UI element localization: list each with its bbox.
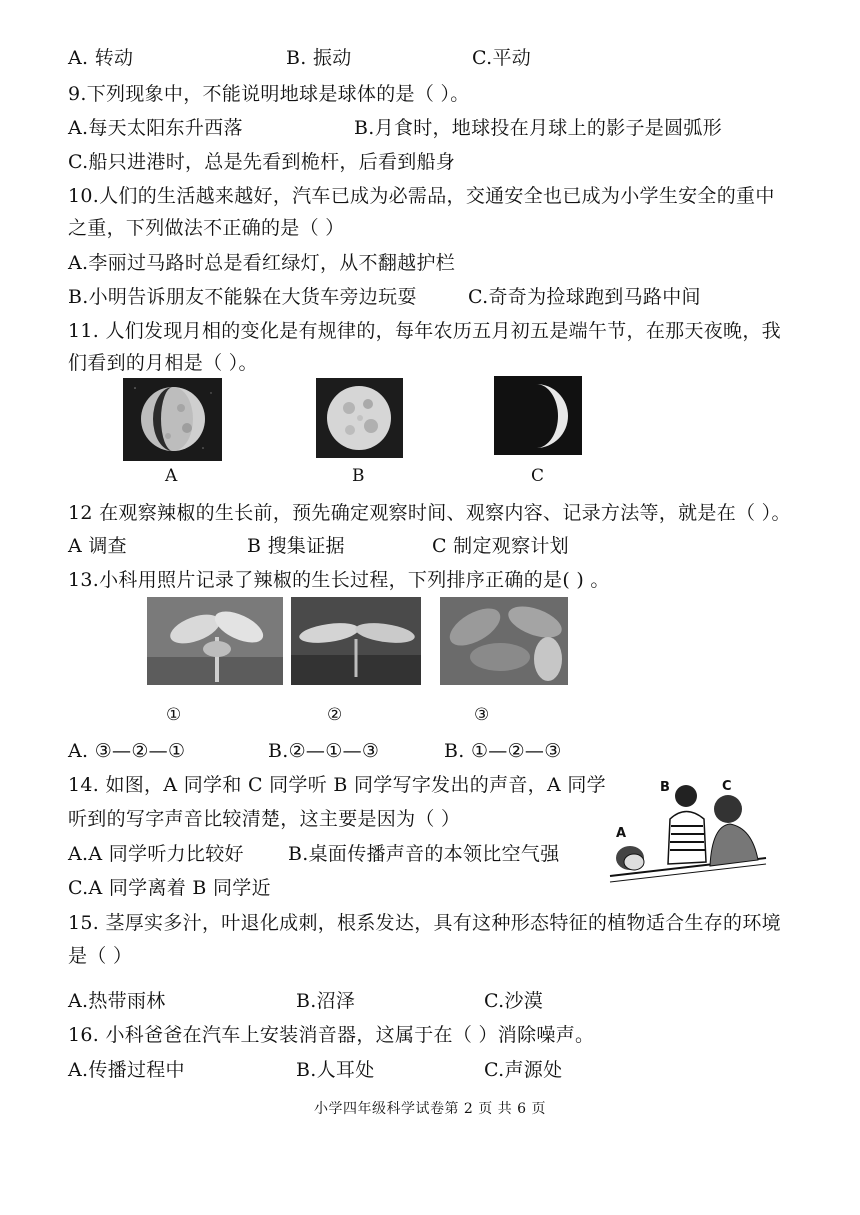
q9-option-c: C.船只进港时，总是先看到桅杆，后看到船身 <box>68 151 456 173</box>
q13-option-a: A. ③—②—① <box>68 740 186 762</box>
q14-stem-line2: 听到的写字声音比较清楚，这主要是因为（ ） <box>68 808 461 830</box>
q8-option-a: A. 转动 <box>68 47 134 69</box>
pepper-photo-1 <box>147 597 283 685</box>
moon-phase-a-image <box>123 378 222 461</box>
q11-stem-line2: 们看到的月相是（ ）。 <box>68 352 258 374</box>
q10-stem-line2: 之重，下列做法不正确的是（ ） <box>68 217 345 239</box>
moon-phase-b-image <box>316 378 403 458</box>
q15-stem-line2: 是（ ） <box>68 945 133 967</box>
q13-option-b: B.②—①—③ <box>268 740 380 762</box>
q12-stem: 12 在观察辣椒的生长前，预先确定观察时间、观察内容、记录方法等，就是在（ ）。 <box>68 502 791 524</box>
q13-option-c: B. ①—②—③ <box>444 740 562 762</box>
moon-label-b: B <box>352 466 365 486</box>
q10-option-b: B.小明告诉朋友不能躲在大货车旁边玩耍 <box>68 286 417 308</box>
moon-label-c: C <box>531 466 545 486</box>
q15-option-a: A.热带雨林 <box>68 990 166 1012</box>
q16-stem: 16. 小科爸爸在汽车上安装消音器，这属于在（ ）消除噪声。 <box>68 1024 595 1046</box>
pepper-label-3: ③ <box>474 705 490 725</box>
q13-stem: 13.小科用照片记录了辣椒的生长过程，下列排序正确的是( ) 。 <box>68 569 610 591</box>
q14-option-b: B.桌面传播声音的本领比空气强 <box>288 843 560 865</box>
moon-phase-c-image <box>494 376 582 455</box>
q10-option-c: C.奇奇为捡球跑到马路中间 <box>468 286 701 308</box>
q16-option-c: C.声源处 <box>484 1059 563 1081</box>
q10-stem-line1: 10.人们的生活越来越好，汽车已成为必需品，交通安全也已成为小学生安全的重中 <box>68 185 775 207</box>
q14-option-c: C.A 同学离着 B 同学近 <box>68 877 271 899</box>
q11-stem-line1: 11. 人们发现月相的变化是有规律的，每年农历五月初五是端午节，在那天夜晚，我 <box>68 320 781 342</box>
q8-option-b: B. 振动 <box>286 47 352 69</box>
q15-stem-line1: 15. 茎厚实多汁，叶退化成刺，根系发达，具有这种形态特征的植物适合生存的环境 <box>68 912 781 934</box>
q16-option-b: B.人耳处 <box>296 1059 375 1081</box>
q15-option-b: B.沼泽 <box>296 990 356 1012</box>
q12-option-a: A 调查 <box>68 535 127 557</box>
q10-option-a: A.李丽过马路时总是看红绿灯，从不翻越护栏 <box>68 252 456 274</box>
q12-option-b: B 搜集证据 <box>247 535 345 557</box>
pepper-photo-3 <box>440 597 568 685</box>
pepper-label-2: ② <box>327 705 343 725</box>
page-footer: 小学四年级科学试卷第 2 页 共 6 页 <box>313 1101 547 1117</box>
q12-option-c: C 制定观察计划 <box>432 535 569 557</box>
fig-label-c: C <box>722 779 732 794</box>
pepper-label-1: ① <box>166 705 182 725</box>
q9-option-b: B.月食时，地球投在月球上的影子是圆弧形 <box>354 117 723 139</box>
fig-label-a: A <box>616 826 627 841</box>
students-desk-illustration <box>608 774 768 884</box>
q8-option-c: C.平动 <box>472 47 532 69</box>
q15-option-c: C.沙漠 <box>484 990 544 1012</box>
q14-option-a: A.A 同学听力比较好 <box>68 843 244 865</box>
q9-option-a: A.每天太阳东升西落 <box>68 117 243 139</box>
fig-label-b: B <box>660 780 670 795</box>
q16-option-a: A.传播过程中 <box>68 1059 185 1081</box>
moon-label-a: A <box>165 466 178 486</box>
q9-stem: 9.下列现象中，不能说明地球是球体的是（ ）。 <box>68 83 470 105</box>
pepper-photo-2 <box>291 597 421 685</box>
q14-stem-line1: 14. 如图，A 同学和 C 同学听 B 同学写字发出的声音，A 同学 <box>68 774 606 796</box>
